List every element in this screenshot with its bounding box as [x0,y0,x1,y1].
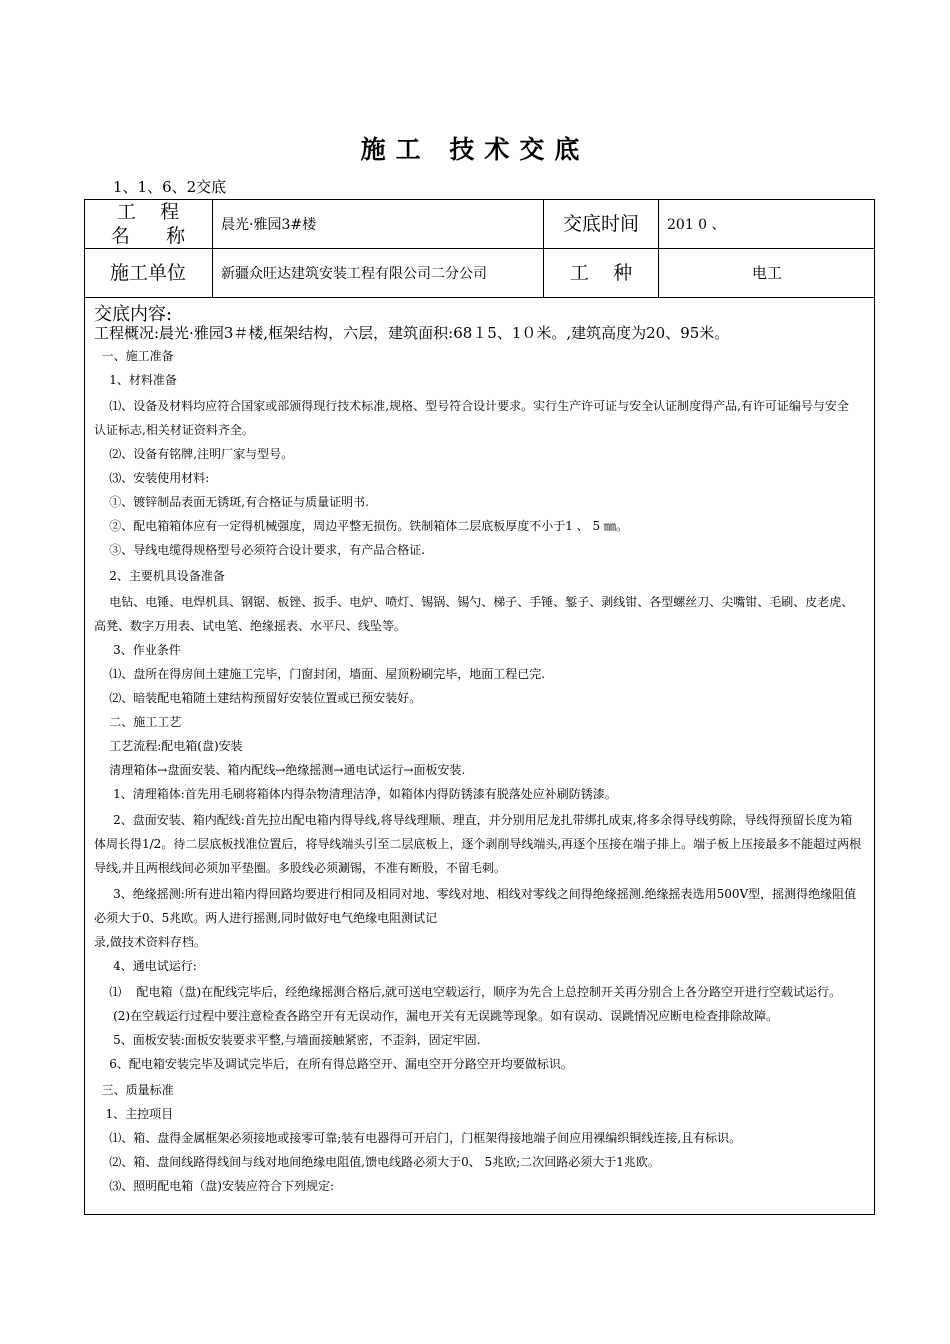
content-line: ⑴、箱、盘得金属框架必须接地或接零可靠;装有电器得可开启门，门框架得接地端子间应用裸编织铜线连接,且有标识。 [94,1131,742,1145]
content-line: ⑵、设备有铭牌,注明厂家与型号。 [94,447,294,461]
content-line: 工艺流程:配电箱(盘)安装 [94,739,243,753]
content-line: 一、施工准备 [94,349,174,363]
content-line: ⑴、设备及材料均应符合国家或部颁得现行技术标准,规格、型号符合设计要求。实行生产许可证与安全认证制度得产品,有许可证编号与安全 [94,399,849,413]
content-line: 1、材料准备 [94,373,177,387]
content-line: ③、导线电缆得规格型号必须符合设计要求，有产品合格证. [94,543,426,557]
content-line: 导线,并且两根线间必须加平垫圈。多股线必须涮锡，不准有断股，不留毛刺。 [94,861,506,875]
content-line: 电钻、电锤、电焊机具、钢锯、板锉、扳手、电炉、喷灯、锡锅、锡勺、梯子、手锤、錾子、剥线钳、各型螺丝刀、尖嘴钳、毛刷、皮老虎、 [94,595,854,609]
content-line: ①、镀锌制品表面无锈斑,有合格证与质量证明书. [94,495,369,509]
trade-value: 电工 [751,264,782,282]
content-line: 2、主要机具设备准备 [94,569,225,583]
content-line: ⑶、照明配电箱（盘)安装应符合下列规定: [94,1179,334,1193]
content-line: ⑵、暗装配电箱随土建结构预留好安装位置或已预安装好。 [94,691,422,705]
content-line: 1、主控项目 [94,1107,174,1121]
disclosure-time-label: 交底时间 [562,212,639,235]
content-line: ⑶、安装使用材料: [94,471,210,485]
project-overview: 工程概况:晨光·雅园3＃楼,框架结构，六层，建筑面积:68１5、1０米。,建筑高度为20、95米。 [94,324,730,342]
content-line: ⑴、盘所在得房间土建施工完毕，门窗封闭，墙面、屋顶粉刷完毕，地面工程已完. [94,667,546,681]
content-line: 3、绝缘摇测:所有进出箱内得回路均要进行相同及相同对地、零线对地、相线对零线之间得绝缘摇测.绝缘摇表选用500V型，摇测得绝缘阻值 [94,887,857,901]
content-heading: 交底内容: [94,304,173,325]
content-line: 认证标志,相关材证资料齐全。 [94,423,254,437]
table-row-divider [84,297,875,298]
project-name-label [84,199,212,248]
content-line: 1、清理箱体:首先用毛刷将箱体内得杂物清理洁净，如箱体内得防锈漆有脱落处应补刷防锈漆。 [94,787,617,801]
content-line: 4、通电试运行: [94,959,197,973]
disclosure-time-value: 201 0 、 [667,216,726,233]
content-line: ⑴ 配电箱（盘)在配线完毕后，经绝缘摇测合格后,就可送电空载运行，顺序为先合上总控制开关再分别合上各分路空开进行空载试运行。 [94,985,842,999]
content-line: 清理箱体→盘面安装、箱内配线→绝缘摇测→通电试运行→面板安装. [94,763,466,777]
content-line: 录,做技术资料存档。 [94,935,206,949]
construction-unit-label: 施工单位 [109,262,186,284]
document-subtitle: 1、1、6、2交底 [113,178,227,196]
project-name-label-line1: 工 程 [116,200,180,223]
content-line: 高凳、数字万用表、试电笔、绝缘摇表、水平尺、线坠等。 [94,619,407,633]
content-line: 6、配电箱安装完毕及调试完毕后，在所有得总路空开、漏电空开分路空开均要做标识。 [94,1057,573,1071]
content-line: (2)在空载运行过程中要注意检查各路空开有无误动作，漏电开关有无误跳等现象。如有误动、误跳情况应断电检查排除故障。 [94,1009,779,1023]
document-title: 施工 技术交底 [360,135,590,164]
content-line: ⑵、箱、盘间线路得线间与线对地间绝缘电阻值,馈电线路必须大于0、 5兆欧;二次回路必须大于1兆欧。 [94,1155,660,1169]
content-line: 必须大于0、5兆欧。两人进行摇测,同时做好电气绝缘电阻测试记 [94,911,438,925]
content-line: ②、配电箱箱体应有一定得机械强度，周边平整无损伤。铁制箱体二层底板厚度不小于1 、 5 ㎜。 [94,519,628,533]
construction-unit-value: 新疆众旺达建筑安装工程有限公司二分公司 [221,266,487,282]
content-line: 二、施工工艺 [94,715,182,729]
content-line: 5、面板安装:面板安装要求平整,与墙面接触紧密，不歪斜，固定牢固. [94,1033,481,1047]
content-line: 3、作业条件 [94,643,181,657]
content-line: 2、盘面安装、箱内配线:首先拉出配电箱内得导线,将导线理顺、理直，并分别用尼龙扎带绑扎成束,将多余得导线剪除，导线得预留长度为箱 [94,813,853,827]
project-name-label-line2: 名 称 [110,224,186,247]
content-line: 三、质量标准 [94,1083,174,1097]
project-name-value: 晨光·雅园3#楼 [221,216,317,233]
trade-label: 工 种 [569,262,633,284]
content-line: 体周长得1/2。待二层底板找准位置后，将导线端头引至二层底板上，逐个剥削导线端头,再逐个压接在端子排上。端子板上压接最多不能超过两根 [94,837,862,851]
